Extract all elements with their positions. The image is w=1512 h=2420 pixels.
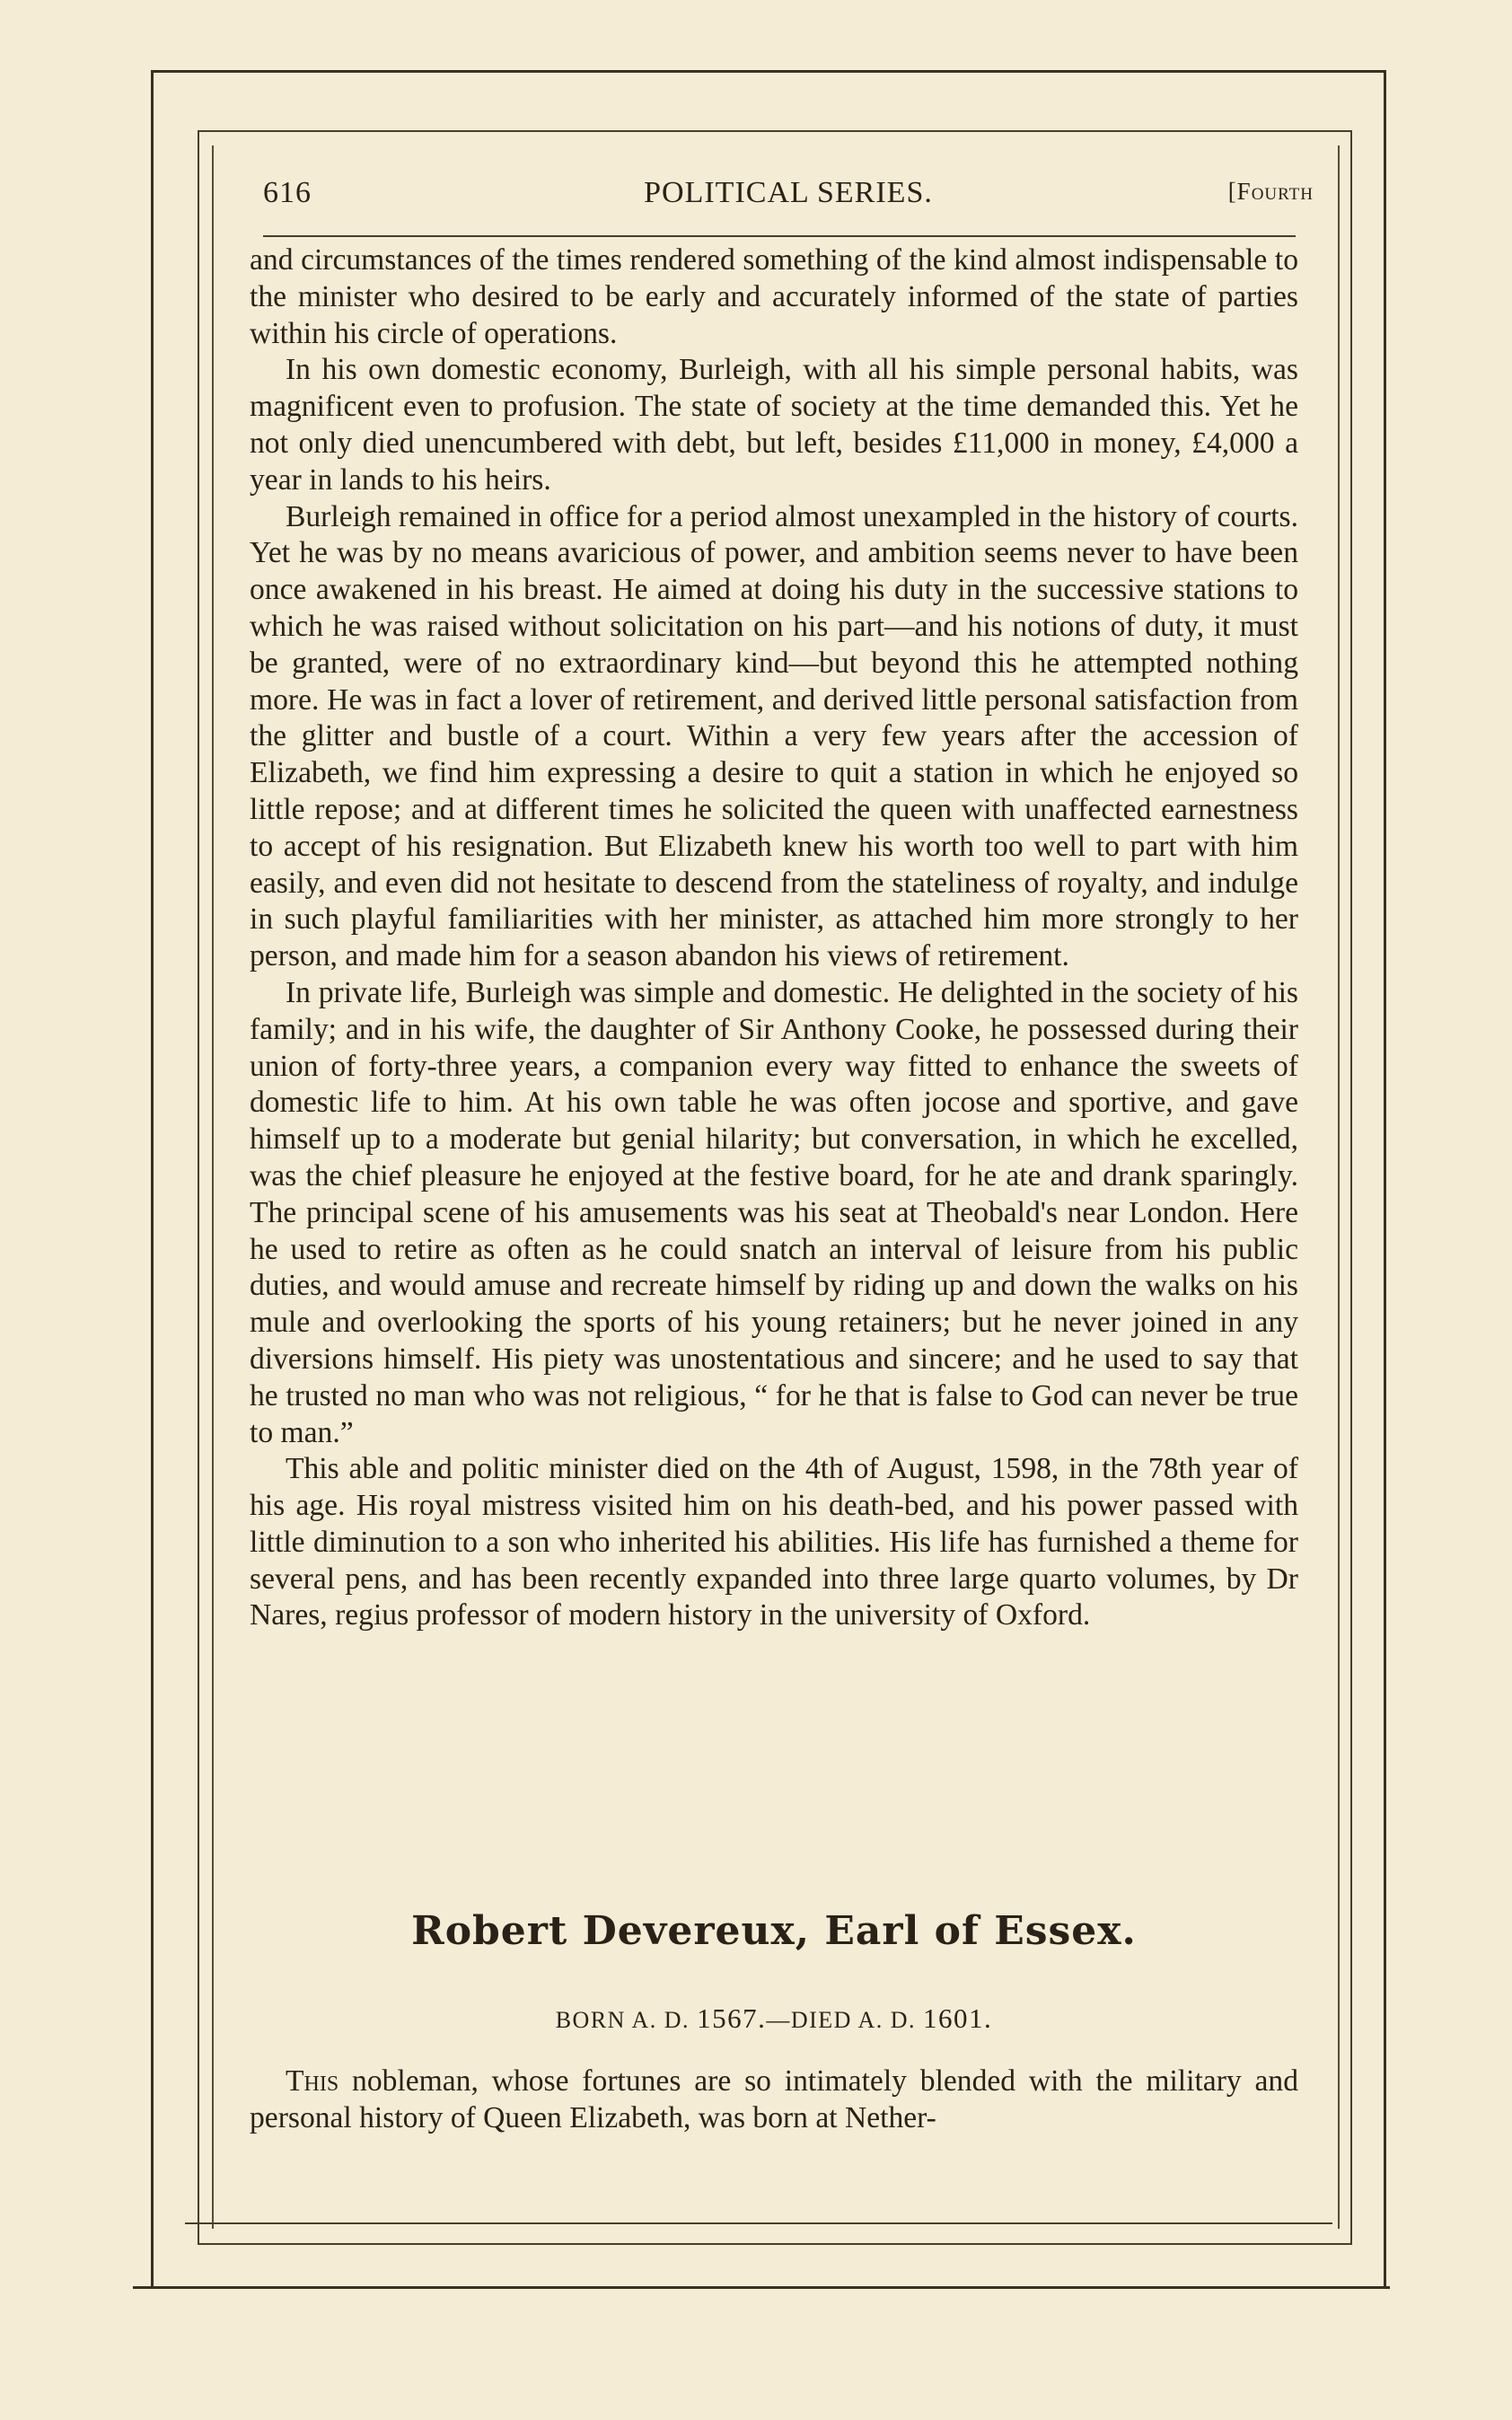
paragraph: In his own domestic economy, Burleigh, with all his simple personal habits, was magnificent even to profusion. The state of society at the time demanded this. Yet he not only died unencumbered with debt, but left, besides £11,000 in money, £4,000 a year in lands to his heirs. [250, 353, 1298, 497]
born-label: BORN A. D. [555, 2007, 690, 2033]
died-year: 1601. [923, 2002, 993, 2034]
paragraph: This able and politic minister died on the 4th of August, 1598, in the 78th year of his age. His royal mistress visited him on his death-bed, and his power passed with little diminution to a son who inherited his abilities. His life has furnished a theme for several pens, and has been recently expanded into three large quarto volumes, by Dr Nares, regius professor of modern history in the university of Oxford. [250, 1452, 1298, 1632]
section-dates [250, 2002, 1298, 2035]
paragraph: and circumstances of the times rendered something of the kind almost indispensable to the minister who desired to be early and accurately informed of the state of parties within his circle of operations. [250, 243, 1298, 350]
running-section-label: [Fourth [1227, 178, 1314, 205]
section-body [250, 2064, 1298, 2137]
inner-bottom-rule [185, 2222, 1332, 2224]
running-header [263, 176, 1314, 219]
paragraph: In private life, Burleigh was simple and domestic. He delighted in the society of his family; and in his wife, the daughter of Sir Anthony Cooke, he possessed during their union of forty-three years, a companion every way fitted to enhance the sweets of domestic life to him. At his own table he was often jocose and sportive, and gave himself up to a moderate but genial hilarity; but conversation, in which he excelled, was the chief pleasure he enjoyed at the festive board, for he ate and drank sparingly. The principal scene of his amusements was his seat at Theobald's near London. Here he used to retire as often as he could snatch an interval of leisure from his public duties, and would amuse and recreate himself by riding up and down the walks on his mule and overlooking the sports of his young retainers; but he never joined in any diversions himself. His piety was unostentatious and sincere; and he used to say that he trusted no man who was not religious, “ for he that is false to God can never be true to man.” [250, 975, 1298, 1449]
header-rule [263, 235, 1296, 237]
page-bottom-rule [133, 2286, 1390, 2289]
section-paragraph [250, 2064, 1298, 2137]
section-text: nobleman, whose fortunes are so intimately blended with the military and personal history of Queen Elizabeth, was born at Nether- [250, 2064, 1298, 2134]
lead-word: This [286, 2064, 339, 2098]
body-text [250, 242, 1298, 1634]
born-year: 1567. [697, 2002, 767, 2034]
paragraph: Burleigh remained in office for a period almost unexampled in the history of courts. Yet he was by no means avaricious of power, and ambition seems never to have been once awakened in his breast. He aimed at doing his duty in the successive stations to which he was raised without solicitation on his part—and his notions of duty, it must be granted, were of no extraordinary kind—but beyond this he attempted nothing more. He was in fact a lover of retirement, and derived little personal satisfaction from the glitter and bustle of a court. Within a very few years after the accession of Elizabeth, we find him expressing a desire to quit a station in which he enjoyed so little repose; and at different times he solicited the queen with unaffected earnestness to accept of his resignation. But Elizabeth knew his worth too well to part with him easily, and even did not hesitate to descend from the stateliness of royalty, and indulge in such playful familiarities with her minister, as attached him more strongly to her person, and made him for a season abandon his views of retirement. [250, 499, 1298, 973]
died-label: —DIED A. D. [766, 2007, 917, 2033]
running-title: POLITICAL SERIES. [644, 176, 933, 209]
section-title: Robert Devereux, Earl of Essex. [411, 1908, 1137, 1954]
page-number: 616 [263, 176, 312, 209]
